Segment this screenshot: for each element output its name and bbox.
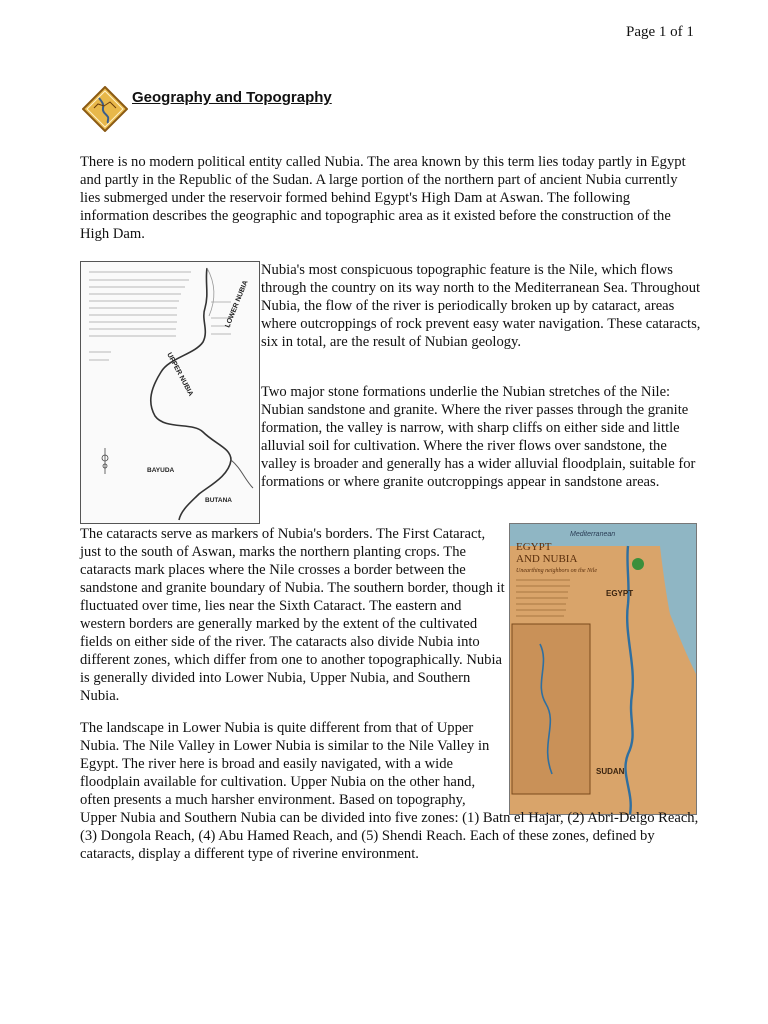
label-sudan: SUDAN [596,767,625,776]
map-title-line2: AND NUBIA [516,553,578,565]
egypt-and-nubia-map [509,523,697,815]
label-mediterranean: Mediterranean [570,531,616,538]
paragraph-stone-formations: Two major stone formations underlie the Nubian stretches of the Nile: Nubian sandstone and granite. Where the river passes through the granite formation, the valley is narrow, with sharp cliffs on either side and little alluvial soil for cultivation. Where the river flows over sandstone, the valley is broader and generally has a wider alluvial floodplain, suitable for formations or where granite outcroppings appear in sandstone areas. [261,384,696,490]
paragraph-cataract-borders: The cataracts serve as markers of Nubia's borders. The First Cataract, just to the south of Aswan, marks the northern planting crops. The cataracts mark places where the Nile crosses a border between the sandstone and granite boundary of Nubia. The southern border, though it fluctuated over time, lies near the Sixth Cataract. The eastern and western borders are generally marked by the extent of the cultivated fields on either side of the river. The cataracts also divide Nubia into different zones, which differ from one to another topographically. Nubia is generally divided into Lower Nubia, Upper Nubia, and Southern Nubia. [80,526,505,704]
map-subtitle: Unearthing neighbors on the Nile [516,568,597,574]
paragraph-lower-nubia: The landscape in Lower Nubia is quite different from that of Upper Nubia. The Nile Valley in Lower Nubia is similar to the Nile Valley in Egypt. The river here is broad and easily navigated, with a wide floodplain available for cultivation. Upper Nubia on the other hand, often presents a much harsher environment. Based on topography, [80,720,490,808]
label-butana: BUTANA [205,497,232,504]
label-upper-nubia: UPPER NUBIA [165,351,195,398]
paragraph-five-zones: Upper Nubia and Southern Nubia can be divided into five zones: (1) Batn el Hajar, (2) Abri-Delgo Reach, (3) Dongola Reach, (4) Abu Hamed Reach, and (5) Shendi Reach. Each of these zones, defined by cataracts, display a different type of riverine environment. [80,810,699,862]
diamond-map-icon [82,86,128,132]
map-title-line1: EGYPT [516,541,552,553]
nubia-sketch-map [80,261,260,524]
label-bayuda: BAYUDA [147,467,175,474]
label-lower-nubia: LOWER NUBIA [224,279,250,329]
paragraph-nile: Nubia's most conspicuous topographic feature is the Nile, which flows through the country on its way north to the Mediterranean Sea. Throughout Nubia, the flow of the river is periodically broken up by cataract, areas where outcroppings of rock prevent easy water navigation. These cataracts, six in total, are the result of Nubian geology. [261,262,701,350]
page-title: Geography and Topography [132,89,332,106]
label-egypt: EGYPT [606,589,634,598]
paragraph-intro: There is no modern political entity called Nubia. The area known by this term lies today partly in Egypt and partly in the Republic of the Sudan. A large portion of the northern part of ancient Nubia currently lies submerged under the reservoir formed behind Egypt's High Dam at Aswan. The following information describes the geographic and topographic area as it existed before the construction of the High Dam. [80,154,686,242]
map-legend-lines [89,272,231,360]
page-number: Page 1 of 1 [626,24,694,40]
compass-rose-icon [102,448,108,474]
